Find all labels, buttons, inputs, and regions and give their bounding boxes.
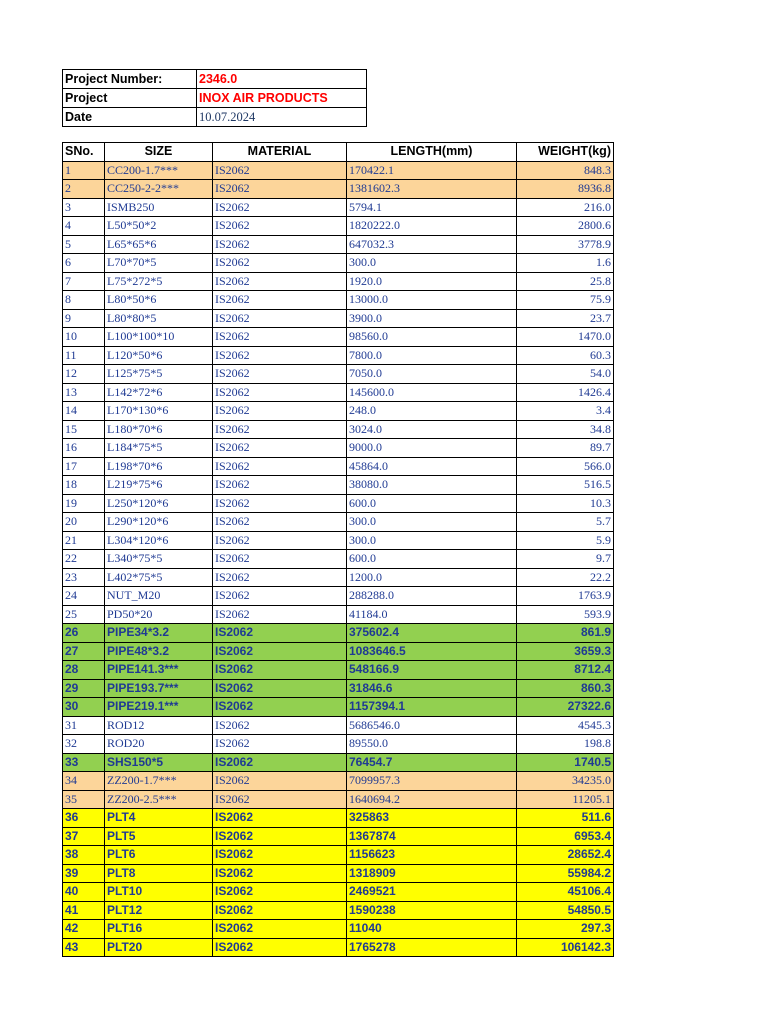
cell-sno: 28	[63, 661, 105, 680]
cell-size: L250*120*6	[105, 494, 213, 513]
cell-sno: 17	[63, 457, 105, 476]
table-row	[63, 661, 614, 680]
cell-material: IS2062	[213, 439, 347, 458]
cell-sno: 24	[63, 587, 105, 606]
cell-weight: 34.8	[517, 420, 614, 439]
date-row	[63, 108, 367, 127]
cell-size: L170*130*6	[105, 402, 213, 421]
table-row	[63, 439, 614, 458]
cell-length: 13000.0	[347, 291, 517, 310]
cell-weight: 8712.4	[517, 661, 614, 680]
table-row	[63, 365, 614, 384]
cell-length: 7099957.3	[347, 772, 517, 791]
cell-weight: 28652.4	[517, 846, 614, 865]
cell-material: IS2062	[213, 642, 347, 661]
cell-size: L304*120*6	[105, 531, 213, 550]
cell-material: IS2062	[213, 587, 347, 606]
cell-weight: 11205.1	[517, 790, 614, 809]
cell-size: PLT4	[105, 809, 213, 828]
cell-length: 1367874	[347, 827, 517, 846]
cell-material: IS2062	[213, 735, 347, 754]
cell-length: 45864.0	[347, 457, 517, 476]
cell-sno: 22	[63, 550, 105, 569]
cell-weight: 1740.5	[517, 753, 614, 772]
cell-material: IS2062	[213, 624, 347, 643]
cell-weight: 1470.0	[517, 328, 614, 347]
cell-material: IS2062	[213, 513, 347, 532]
cell-weight: 27322.6	[517, 698, 614, 717]
cell-size: PIPE141.3***	[105, 661, 213, 680]
cell-weight: 5.7	[517, 513, 614, 532]
cell-sno: 3	[63, 198, 105, 217]
cell-size: ZZ200-2.5***	[105, 790, 213, 809]
cell-sno: 5	[63, 235, 105, 254]
cell-size: L80*80*5	[105, 309, 213, 328]
cell-weight: 511.6	[517, 809, 614, 828]
table-row	[63, 161, 614, 180]
cell-sno: 39	[63, 864, 105, 883]
cell-sno: 25	[63, 605, 105, 624]
table-row	[63, 790, 614, 809]
cell-size: L184*75*5	[105, 439, 213, 458]
cell-length: 1381602.3	[347, 180, 517, 199]
cell-weight: 1763.9	[517, 587, 614, 606]
cell-material: IS2062	[213, 476, 347, 495]
cell-size: NUT_M20	[105, 587, 213, 606]
cell-sno: 10	[63, 328, 105, 347]
table-row	[63, 494, 614, 513]
cell-weight: 23.7	[517, 309, 614, 328]
cell-weight: 54.0	[517, 365, 614, 384]
cell-sno: 33	[63, 753, 105, 772]
column-header-size: SIZE	[105, 143, 213, 162]
cell-material: IS2062	[213, 864, 347, 883]
project-number-label: Project Number:	[63, 70, 197, 89]
cell-sno: 40	[63, 883, 105, 902]
cell-sno: 13	[63, 383, 105, 402]
cell-material: IS2062	[213, 698, 347, 717]
cell-length: 11040	[347, 920, 517, 939]
table-row	[63, 753, 614, 772]
cell-length: 5686546.0	[347, 716, 517, 735]
table-row	[63, 476, 614, 495]
cell-size: PLT16	[105, 920, 213, 939]
cell-length: 89550.0	[347, 735, 517, 754]
cell-length: 98560.0	[347, 328, 517, 347]
cell-length: 288288.0	[347, 587, 517, 606]
cell-size: PLT12	[105, 901, 213, 920]
cell-size: ISMB250	[105, 198, 213, 217]
cell-sno: 14	[63, 402, 105, 421]
cell-sno: 36	[63, 809, 105, 828]
cell-length: 1200.0	[347, 568, 517, 587]
table-row	[63, 624, 614, 643]
cell-weight: 8936.8	[517, 180, 614, 199]
cell-material: IS2062	[213, 254, 347, 273]
cell-length: 375602.4	[347, 624, 517, 643]
cell-material: IS2062	[213, 772, 347, 791]
cell-length: 300.0	[347, 513, 517, 532]
cell-size: PLT10	[105, 883, 213, 902]
cell-sno: 16	[63, 439, 105, 458]
cell-weight: 106142.3	[517, 938, 614, 957]
date-value: 10.07.2024	[197, 108, 367, 127]
cell-size: PLT8	[105, 864, 213, 883]
cell-length: 548166.9	[347, 661, 517, 680]
cell-sno: 43	[63, 938, 105, 957]
table-header-row	[63, 143, 614, 162]
cell-material: IS2062	[213, 550, 347, 569]
cell-weight: 516.5	[517, 476, 614, 495]
cell-material: IS2062	[213, 679, 347, 698]
table-row	[63, 772, 614, 791]
cell-sno: 38	[63, 846, 105, 865]
cell-weight: 297.3	[517, 920, 614, 939]
table-row	[63, 605, 614, 624]
cell-sno: 11	[63, 346, 105, 365]
column-header-sno: SNo.	[63, 143, 105, 162]
project-row	[63, 89, 367, 108]
cell-sno: 35	[63, 790, 105, 809]
cell-length: 325863	[347, 809, 517, 828]
cell-length: 38080.0	[347, 476, 517, 495]
cell-size: L142*72*6	[105, 383, 213, 402]
cell-sno: 15	[63, 420, 105, 439]
cell-material: IS2062	[213, 291, 347, 310]
cell-length: 1156623	[347, 846, 517, 865]
cell-weight: 860.3	[517, 679, 614, 698]
cell-sno: 21	[63, 531, 105, 550]
cell-material: IS2062	[213, 457, 347, 476]
cell-size: L290*120*6	[105, 513, 213, 532]
table-row	[63, 402, 614, 421]
table-row	[63, 809, 614, 828]
cell-size: L50*50*2	[105, 217, 213, 236]
cell-weight: 75.9	[517, 291, 614, 310]
cell-weight: 89.7	[517, 439, 614, 458]
cell-length: 5794.1	[347, 198, 517, 217]
cell-weight: 60.3	[517, 346, 614, 365]
cell-material: IS2062	[213, 938, 347, 957]
cell-sno: 19	[63, 494, 105, 513]
cell-weight: 566.0	[517, 457, 614, 476]
cell-size: ROD12	[105, 716, 213, 735]
cell-size: PLT5	[105, 827, 213, 846]
cell-length: 1157394.1	[347, 698, 517, 717]
cell-size: PIPE219.1***	[105, 698, 213, 717]
table-row	[63, 716, 614, 735]
cell-sno: 7	[63, 272, 105, 291]
project-label: Project	[63, 89, 197, 108]
cell-material: IS2062	[213, 901, 347, 920]
cell-size: PLT6	[105, 846, 213, 865]
cell-length: 300.0	[347, 254, 517, 273]
cell-material: IS2062	[213, 883, 347, 902]
cell-material: IS2062	[213, 568, 347, 587]
cell-size: PLT20	[105, 938, 213, 957]
cell-weight: 4545.3	[517, 716, 614, 735]
cell-material: IS2062	[213, 531, 347, 550]
cell-size: L80*50*6	[105, 291, 213, 310]
cell-material: IS2062	[213, 235, 347, 254]
cell-material: IS2062	[213, 365, 347, 384]
cell-material: IS2062	[213, 346, 347, 365]
cell-material: IS2062	[213, 661, 347, 680]
cell-sno: 6	[63, 254, 105, 273]
table-row	[63, 513, 614, 532]
project-value: INOX AIR PRODUCTS	[197, 89, 367, 108]
table-row	[63, 827, 614, 846]
cell-size: PIPE34*3.2	[105, 624, 213, 643]
cell-length: 300.0	[347, 531, 517, 550]
table-row	[63, 254, 614, 273]
cell-material: IS2062	[213, 272, 347, 291]
table-row	[63, 587, 614, 606]
date-label: Date	[63, 108, 197, 127]
cell-weight: 593.9	[517, 605, 614, 624]
cell-length: 31846.6	[347, 679, 517, 698]
cell-size: ZZ200-1.7***	[105, 772, 213, 791]
cell-length: 1920.0	[347, 272, 517, 291]
cell-length: 1318909	[347, 864, 517, 883]
cell-weight: 848.3	[517, 161, 614, 180]
cell-size: L75*272*5	[105, 272, 213, 291]
cell-length: 1590238	[347, 901, 517, 920]
cell-length: 600.0	[347, 494, 517, 513]
cell-sno: 31	[63, 716, 105, 735]
table-row	[63, 291, 614, 310]
table-row	[63, 550, 614, 569]
table-row	[63, 309, 614, 328]
cell-length: 145600.0	[347, 383, 517, 402]
cell-length: 7800.0	[347, 346, 517, 365]
cell-size: PIPE193.7***	[105, 679, 213, 698]
cell-length: 1083646.5	[347, 642, 517, 661]
cell-weight: 10.3	[517, 494, 614, 513]
table-row	[63, 679, 614, 698]
cell-length: 170422.1	[347, 161, 517, 180]
cell-sno: 29	[63, 679, 105, 698]
cell-sno: 37	[63, 827, 105, 846]
cell-weight: 3659.3	[517, 642, 614, 661]
cell-material: IS2062	[213, 420, 347, 439]
table-row	[63, 938, 614, 957]
cell-size: L125*75*5	[105, 365, 213, 384]
table-row	[63, 420, 614, 439]
cell-material: IS2062	[213, 309, 347, 328]
cell-length: 647032.3	[347, 235, 517, 254]
cell-weight: 3778.9	[517, 235, 614, 254]
table-row	[63, 901, 614, 920]
cell-material: IS2062	[213, 383, 347, 402]
cell-material: IS2062	[213, 716, 347, 735]
cell-sno: 20	[63, 513, 105, 532]
table-row	[63, 180, 614, 199]
cell-sno: 9	[63, 309, 105, 328]
cell-size: L100*100*10	[105, 328, 213, 347]
table-row	[63, 235, 614, 254]
material-table-body	[63, 143, 614, 957]
cell-size: PD50*20	[105, 605, 213, 624]
project-number-value: 2346.0	[197, 70, 367, 89]
column-header-material: MATERIAL	[213, 143, 347, 162]
table-row	[63, 568, 614, 587]
cell-sno: 2	[63, 180, 105, 199]
cell-weight: 25.8	[517, 272, 614, 291]
table-row	[63, 920, 614, 939]
cell-material: IS2062	[213, 180, 347, 199]
project-number-row	[63, 70, 367, 89]
cell-weight: 1426.4	[517, 383, 614, 402]
cell-size: SHS150*5	[105, 753, 213, 772]
cell-material: IS2062	[213, 920, 347, 939]
cell-length: 76454.7	[347, 753, 517, 772]
table-row	[63, 864, 614, 883]
cell-material: IS2062	[213, 846, 347, 865]
cell-weight: 198.8	[517, 735, 614, 754]
cell-size: L120*50*6	[105, 346, 213, 365]
table-row	[63, 642, 614, 661]
cell-length: 9000.0	[347, 439, 517, 458]
project-info-table	[62, 69, 367, 127]
table-row	[63, 328, 614, 347]
table-row	[63, 217, 614, 236]
cell-material: IS2062	[213, 328, 347, 347]
cell-material: IS2062	[213, 827, 347, 846]
cell-material: IS2062	[213, 402, 347, 421]
cell-length: 600.0	[347, 550, 517, 569]
table-row	[63, 698, 614, 717]
cell-sno: 34	[63, 772, 105, 791]
cell-size: L340*75*5	[105, 550, 213, 569]
cell-material: IS2062	[213, 790, 347, 809]
cell-size: L198*70*6	[105, 457, 213, 476]
cell-weight: 34235.0	[517, 772, 614, 791]
cell-size: CC200-1.7***	[105, 161, 213, 180]
cell-length: 248.0	[347, 402, 517, 421]
table-row	[63, 531, 614, 550]
cell-weight: 9.7	[517, 550, 614, 569]
cell-length: 1640694.2	[347, 790, 517, 809]
cell-size: L70*70*5	[105, 254, 213, 273]
cell-length: 1765278	[347, 938, 517, 957]
cell-sno: 42	[63, 920, 105, 939]
cell-sno: 12	[63, 365, 105, 384]
cell-length: 41184.0	[347, 605, 517, 624]
cell-material: IS2062	[213, 605, 347, 624]
cell-weight: 22.2	[517, 568, 614, 587]
cell-length: 7050.0	[347, 365, 517, 384]
cell-length: 3900.0	[347, 309, 517, 328]
cell-sno: 18	[63, 476, 105, 495]
table-row	[63, 198, 614, 217]
cell-length: 3024.0	[347, 420, 517, 439]
cell-weight: 216.0	[517, 198, 614, 217]
cell-weight: 5.9	[517, 531, 614, 550]
cell-weight: 45106.4	[517, 883, 614, 902]
cell-sno: 26	[63, 624, 105, 643]
cell-sno: 23	[63, 568, 105, 587]
cell-sno: 4	[63, 217, 105, 236]
cell-material: IS2062	[213, 809, 347, 828]
cell-weight: 1.6	[517, 254, 614, 273]
cell-weight: 54850.5	[517, 901, 614, 920]
cell-length: 2469521	[347, 883, 517, 902]
cell-material: IS2062	[213, 753, 347, 772]
cell-size: L180*70*6	[105, 420, 213, 439]
table-row	[63, 883, 614, 902]
cell-weight: 3.4	[517, 402, 614, 421]
cell-size: L402*75*5	[105, 568, 213, 587]
cell-sno: 41	[63, 901, 105, 920]
cell-material: IS2062	[213, 198, 347, 217]
cell-sno: 1	[63, 161, 105, 180]
table-row	[63, 272, 614, 291]
cell-size: CC250-2-2***	[105, 180, 213, 199]
cell-size: L65*65*6	[105, 235, 213, 254]
table-row	[63, 457, 614, 476]
cell-material: IS2062	[213, 161, 347, 180]
table-row	[63, 346, 614, 365]
cell-weight: 55984.2	[517, 864, 614, 883]
cell-material: IS2062	[213, 494, 347, 513]
cell-weight: 2800.6	[517, 217, 614, 236]
column-header-weight: WEIGHT(kg)	[517, 143, 614, 162]
material-weight-table	[62, 142, 614, 957]
cell-size: ROD20	[105, 735, 213, 754]
cell-weight: 861.9	[517, 624, 614, 643]
cell-size: L219*75*6	[105, 476, 213, 495]
cell-size: PIPE48*3.2	[105, 642, 213, 661]
column-header-length: LENGTH(mm)	[347, 143, 517, 162]
cell-sno: 8	[63, 291, 105, 310]
cell-sno: 30	[63, 698, 105, 717]
cell-sno: 27	[63, 642, 105, 661]
table-row	[63, 735, 614, 754]
cell-material: IS2062	[213, 217, 347, 236]
cell-length: 1820222.0	[347, 217, 517, 236]
cell-sno: 32	[63, 735, 105, 754]
table-row	[63, 846, 614, 865]
table-row	[63, 383, 614, 402]
cell-weight: 6953.4	[517, 827, 614, 846]
